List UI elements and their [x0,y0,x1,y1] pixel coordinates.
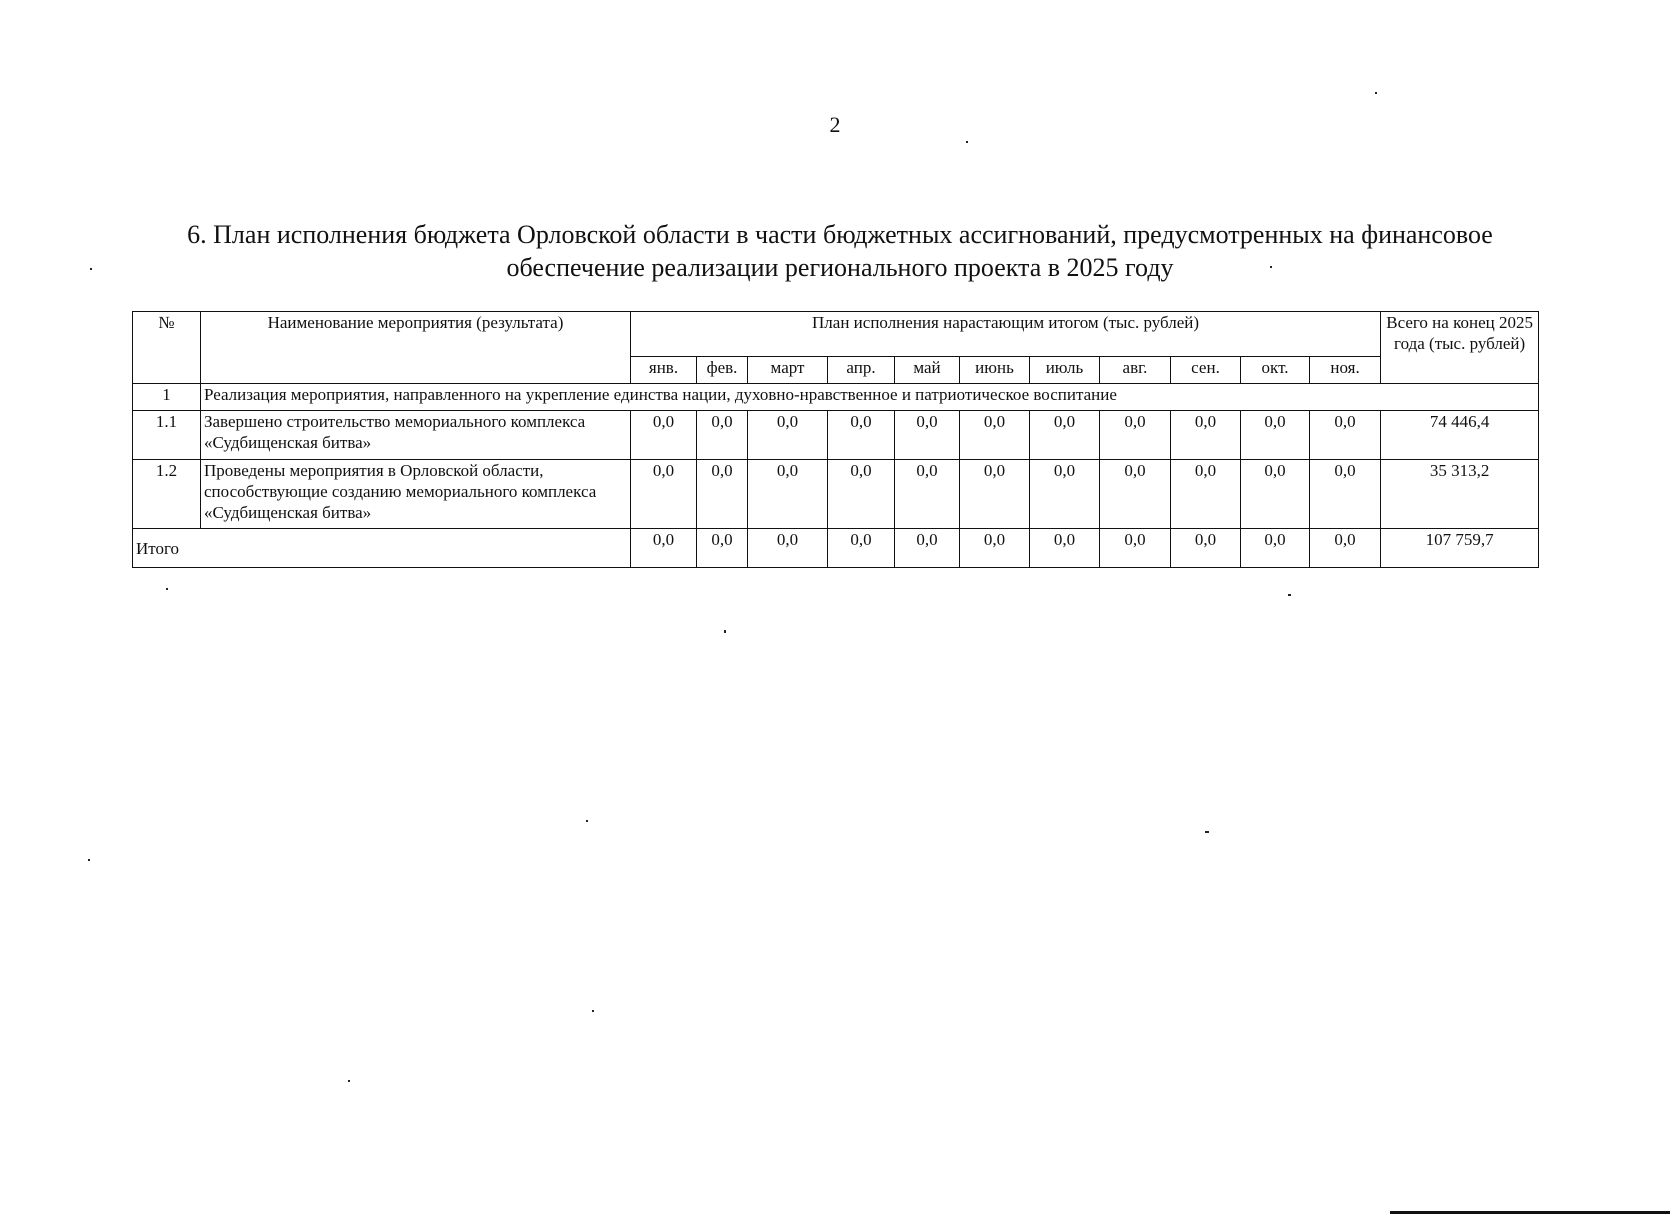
header-name: Наименование мероприятия (результата) [201,312,631,384]
month-value: 0,0 [1310,460,1381,529]
total-month-value: 0,0 [1100,529,1171,568]
month-value: 0,0 [1241,460,1310,529]
section-row [133,384,1539,411]
month-value: 0,0 [748,411,828,460]
month-value: 0,0 [1171,460,1241,529]
month-value: 0,0 [1100,460,1171,529]
grand-total: 107 759,7 [1381,529,1539,568]
total-row [133,529,1539,568]
month-value: 0,0 [960,411,1030,460]
month-value: 0,0 [895,411,960,460]
title-line-2: обеспечение реализации регионального проекта в 2025 году [506,253,1174,282]
month-header: май [895,357,960,384]
scan-speck [90,268,92,270]
month-value: 0,0 [1030,460,1100,529]
month-value: 0,0 [1171,411,1241,460]
month-value: 0,0 [631,411,697,460]
total-month-value: 0,0 [828,529,895,568]
month-value: 0,0 [1100,411,1171,460]
budget-plan-table [132,311,1539,568]
total-month-value: 0,0 [895,529,960,568]
scan-speck [88,859,90,861]
scan-speck [1205,831,1209,833]
month-value: 0,0 [895,460,960,529]
month-value: 0,0 [828,460,895,529]
row-name: Завершено строительство мемориального комплекса «Судбищенская битва» [201,411,631,460]
month-value: 0,0 [1241,411,1310,460]
month-value: 0,0 [631,460,697,529]
total-month-value: 0,0 [631,529,697,568]
scan-speck [724,630,726,633]
month-header: янв. [631,357,697,384]
month-header: июль [1030,357,1100,384]
header-number: № [133,312,201,384]
month-value: 0,0 [697,460,748,529]
total-month-value: 0,0 [1171,529,1241,568]
section-number: 1 [133,384,201,411]
month-header: апр. [828,357,895,384]
total-label: Итого [133,529,631,568]
scan-speck [586,820,588,822]
total-month-value: 0,0 [697,529,748,568]
scan-speck [1288,594,1291,596]
month-value: 0,0 [1030,411,1100,460]
row-total: 74 446,4 [1381,411,1539,460]
total-month-value: 0,0 [960,529,1030,568]
scan-speck [348,1080,350,1082]
title-line-1: 6. План исполнения бюджета Орловской области в части бюджетных ассигнований, предусмотренных на финансовое [187,220,1493,249]
total-month-value: 0,0 [1310,529,1381,568]
month-header: окт. [1241,357,1310,384]
scan-speck [1375,92,1377,94]
scan-speck [966,141,968,143]
scan-speck [166,588,168,590]
month-value: 0,0 [748,460,828,529]
total-month-value: 0,0 [1241,529,1310,568]
row-total: 35 313,2 [1381,460,1539,529]
month-header: фев. [697,357,748,384]
month-value: 0,0 [697,411,748,460]
scan-speck [592,1010,594,1012]
page-number: 2 [829,112,841,137]
header-total: Всего на конец 2025 года (тыс. рублей) [1381,312,1539,384]
table-header-row [133,312,1539,357]
scan-speck [1270,266,1272,268]
header-plan: План исполнения нарастающим итогом (тыс. рублей) [631,312,1381,357]
total-month-value: 0,0 [748,529,828,568]
month-value: 0,0 [1310,411,1381,460]
month-header: авг. [1100,357,1171,384]
row-name: Проведены мероприятия в Орловской области, способствующие созданию мемориального комплекса «Судбищенская битва» [201,460,631,529]
month-header: март [748,357,828,384]
table-row [133,460,1539,529]
month-value: 0,0 [828,411,895,460]
row-number: 1.2 [133,460,201,529]
month-header: ноя. [1310,357,1381,384]
document-title [120,218,1560,284]
row-number: 1.1 [133,411,201,460]
month-header: сен. [1171,357,1241,384]
month-header: июнь [960,357,1030,384]
total-month-value: 0,0 [1030,529,1100,568]
table-row [133,411,1539,460]
month-value: 0,0 [960,460,1030,529]
section-title: Реализация мероприятия, направленного на укрепление единства нации, духовно-нравственное и патриотическое воспитание [201,384,1539,411]
